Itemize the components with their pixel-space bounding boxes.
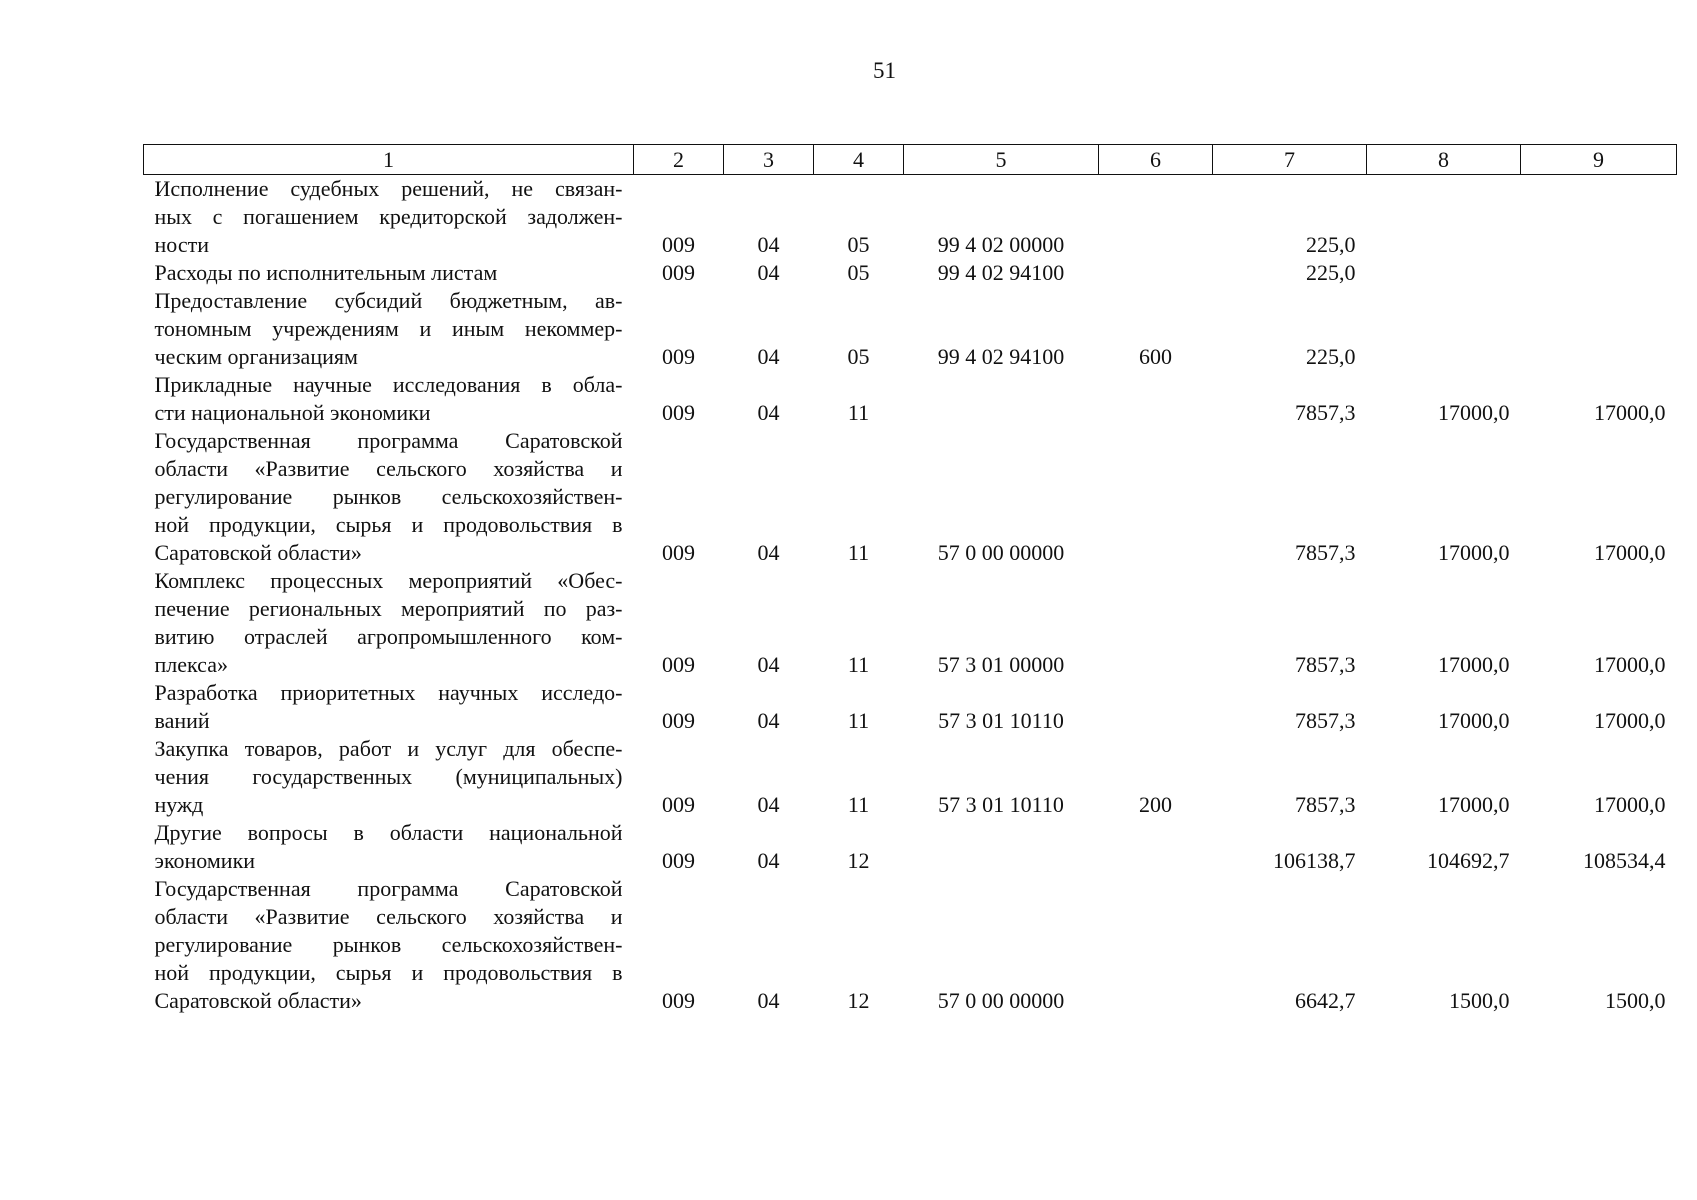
cell-subsection: 11 [847,652,870,677]
cell-amount-col8 [1367,175,1521,260]
cell-expense-type [1099,875,1213,1015]
column-header: 5 [904,145,1099,175]
cell-section: 04 [757,848,780,873]
cell-subsection: 11 [847,400,870,425]
cell-ministry-code: 009 [662,708,695,733]
cell-ministry-code: 009 [662,540,695,565]
item-name-line: Комплекс процессных мероприятий «Обес- [154,568,623,593]
cell-target-article: 57 3 01 10110 [938,708,1064,733]
item-name-line: ческим организациям [154,344,358,369]
item-name-line: ваний [154,708,210,733]
table-row [144,875,1677,1015]
cell-subsection: 05 [847,344,870,369]
cell-target-article: 99 4 02 94100 [937,260,1065,285]
cell-target-article: 99 4 02 94100 [937,344,1065,369]
cell-amount-col8: 1500,0 [1449,988,1510,1013]
cell-ministry-code: 009 [662,652,695,677]
cell-amount-col7: 225,0 [1306,344,1356,369]
cell-item-name [144,371,634,427]
item-name-line: печение региональных мероприятий по раз- [154,596,623,621]
item-name-line: Прикладные научные исследования в обла- [154,372,623,397]
cell-expense-type: 600 [1139,344,1172,369]
cell-subsection: 12 [847,988,870,1013]
column-header: 8 [1367,145,1521,175]
cell-subsection: 11 [847,792,870,817]
cell-ministry-code: 009 [662,344,695,369]
cell-amount-col7: 7857,3 [1295,792,1356,817]
cell-amount-col8: 104692,7 [1427,848,1510,873]
cell-section: 04 [757,232,780,257]
table-row [144,371,1677,427]
cell-section: 04 [757,792,780,817]
cell-ministry-code: 009 [662,400,695,425]
cell-section: 04 [757,540,780,565]
table-row [144,679,1677,735]
cell-target-article: 57 0 00 00000 [937,988,1065,1013]
cell-section: 04 [757,652,780,677]
cell-item-name [144,287,634,371]
column-header: 7 [1213,145,1367,175]
table-row [144,259,1677,287]
cell-amount-col8 [1367,259,1521,287]
cell-amount-col7: 7857,3 [1295,540,1356,565]
table-row [144,819,1677,875]
column-header: 6 [1099,145,1213,175]
cell-ministry-code: 009 [662,988,695,1013]
cell-amount-col9: 17000,0 [1594,708,1666,733]
item-name-line: ной продукции, сырья и продовольствия в [154,512,623,537]
cell-target-article: 57 0 00 00000 [937,540,1065,565]
cell-amount-col7: 7857,3 [1295,708,1356,733]
cell-amount-col9 [1521,287,1677,371]
cell-item-name [144,819,634,875]
column-header: 3 [724,145,814,175]
cell-ministry-code: 009 [662,848,695,873]
table-row [144,735,1677,819]
cell-amount-col8: 17000,0 [1438,400,1510,425]
cell-subsection: 12 [847,848,870,873]
cell-expense-type [1099,819,1213,875]
cell-amount-col9 [1521,175,1677,260]
table-row [144,287,1677,371]
item-name-line: регулирование рынков сельскохозяйствен- [154,484,623,509]
column-header: 9 [1521,145,1677,175]
cell-amount-col8: 17000,0 [1438,540,1510,565]
table-row [144,427,1677,567]
cell-amount-col7: 6642,7 [1295,988,1356,1013]
page-number: 51 [873,58,896,83]
item-name-line: Разработка приоритетных научных исследо- [154,680,623,705]
table-row [144,567,1677,679]
item-name-line: Саратовской области» [154,540,362,565]
item-name-line: нужд [154,792,204,817]
cell-ministry-code: 009 [662,260,695,285]
cell-target-article [904,819,1099,875]
cell-amount-col8: 17000,0 [1438,792,1510,817]
item-name-line: ных с погашением кредиторской задолжен- [154,204,623,229]
cell-ministry-code: 009 [662,232,695,257]
cell-amount-col8: 17000,0 [1438,652,1510,677]
cell-item-name [144,679,634,735]
cell-target-article: 57 3 01 00000 [937,652,1065,677]
item-name-line: экономики [154,848,256,873]
cell-amount-col9: 108534,4 [1583,848,1666,873]
item-name-line: ности [154,232,209,257]
cell-amount-col7: 225,0 [1306,232,1356,257]
cell-amount-col7: 7857,3 [1295,400,1356,425]
table-row [144,175,1677,260]
item-name-line: Саратовской области» [154,988,362,1013]
cell-amount-col7: 106138,7 [1273,848,1356,873]
cell-amount-col9: 1500,0 [1605,988,1666,1013]
item-name-line: сти национальной экономики [154,400,431,425]
header-row [144,145,1677,175]
cell-item-name [144,875,634,1015]
item-name-line: регулирование рынков сельскохозяйствен- [154,932,623,957]
item-name-line: тономным учреждениям и иным некоммер- [154,316,623,341]
cell-ministry-code: 009 [662,792,695,817]
item-name-line: области «Развитие сельского хозяйства и [154,904,623,929]
cell-item-name [144,567,634,679]
cell-section: 04 [757,344,780,369]
item-name-line: ной продукции, сырья и продовольствия в [154,960,623,985]
item-name-line: Исполнение судебных решений, не связан- [154,176,623,201]
item-name-line: витию отраслей агропромышленного ком- [154,624,623,649]
cell-target-article: 99 4 02 00000 [937,232,1065,257]
cell-subsection: 11 [847,708,870,733]
cell-expense-type: 200 [1139,792,1172,817]
cell-section: 04 [757,708,780,733]
item-name-line: Государственная программа Саратовской [154,876,623,901]
cell-item-name [144,259,634,287]
cell-expense-type [1099,567,1213,679]
cell-subsection: 05 [847,260,870,285]
item-name-line: области «Развитие сельского хозяйства и [154,456,623,481]
cell-subsection: 11 [847,540,870,565]
item-name-line: Закупка товаров, работ и услуг для обеспе- [154,736,623,761]
cell-expense-type [1099,427,1213,567]
cell-item-name [144,427,634,567]
cell-amount-col7: 225,0 [1306,260,1356,285]
cell-amount-col9 [1521,259,1677,287]
table-body [144,175,1677,1016]
cell-subsection: 05 [847,232,870,257]
cell-amount-col9: 17000,0 [1594,652,1666,677]
cell-amount-col9: 17000,0 [1594,400,1666,425]
cell-section: 04 [757,400,780,425]
column-header: 1 [144,145,634,175]
cell-expense-type [1099,371,1213,427]
item-name-line: чения государственных (муниципальных) [154,764,623,789]
cell-target-article [904,371,1099,427]
cell-amount-col8: 17000,0 [1438,708,1510,733]
column-header: 2 [634,145,724,175]
cell-amount-col7: 7857,3 [1295,652,1356,677]
budget-table [143,144,1677,1015]
cell-amount-col8 [1367,287,1521,371]
cell-expense-type [1099,679,1213,735]
cell-item-name [144,175,634,260]
cell-expense-type [1099,175,1213,260]
cell-item-name [144,735,634,819]
cell-expense-type [1099,259,1213,287]
item-name-line: плекса» [154,652,228,677]
cell-amount-col9: 17000,0 [1594,540,1666,565]
cell-section: 04 [757,260,780,285]
item-name-line: Расходы по исполнительным листам [154,260,498,285]
cell-target-article: 57 3 01 10110 [938,792,1064,817]
item-name-line: Другие вопросы в области национальной [154,820,623,845]
cell-section: 04 [757,988,780,1013]
item-name-line: Государственная программа Саратовской [154,428,623,453]
item-name-line: Предоставление субсидий бюджетным, ав- [154,288,623,313]
cell-amount-col9: 17000,0 [1594,792,1666,817]
column-header: 4 [814,145,904,175]
